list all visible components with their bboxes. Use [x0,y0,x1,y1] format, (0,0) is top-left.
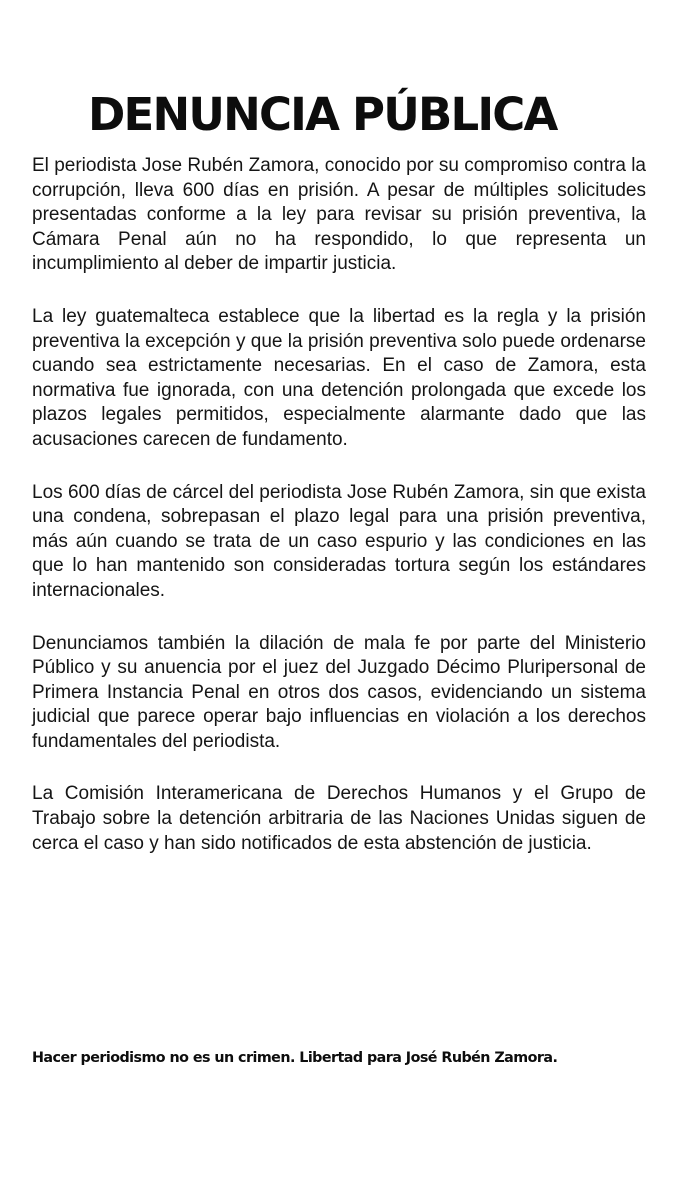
paragraph-1: El periodista Jose Rubén Zamora, conocido por su compromiso contra la corrupción, lleva 600 días en prisión. A pesar de múltiples solicitudes presentadas conforme a la ley para revisar su prisión preventiva, la Cámara Penal aún no ha respondido, lo que representa un incumplimiento al deber de impartir justicia. [32,155,646,275]
paragraph-2: La ley guatemalteca establece que la libertad es la regla y la prisión preventiva la excepción y que la prisión preventiva solo puede ordenarse cuando sea estrictamente necesarias. En el caso de Zamora, esta normativa fue ignorada, con una detención prolongada que excede los plazos legales permitidos, especialmente alarmante dado que las acusaciones carecen de fundamento. [32,305,646,450]
paragraph-5: La Comisión Interamericana de Derechos Humanos y el Grupo de Trabajo sobre la detención arbitraria de las Naciones Unidas siguen de cerca el caso y han sido notificados de esta abstención de justicia. [32,783,646,854]
paragraph-3: Los 600 días de cárcel del periodista Jose Rubén Zamora, sin que exista una condena, sobrepasan el plazo legal para una prisión preventiva, más aún cuando se trata de un caso espurio y las condiciones en las que lo han mantenido son consideradas tortura según los estándares internacionales. [32,481,646,601]
closing-slogan: Hacer periodismo no es un crimen. Libertad para José Rubén Zamora. [32,1050,558,1066]
document-title: DENUNCIA PÚBLICA [88,88,557,141]
statement-body [32,154,646,856]
paragraph-4: Denunciamos también la dilación de mala fe por parte del Ministerio Público y su anuencia por el juez del Juzgado Décimo Pluripersonal de Primera Instancia Penal en otros dos casos, evidenciando un sistema judicial que parece operar bajo influencias en violación a los derechos fundamentales del periodista. [32,632,646,752]
